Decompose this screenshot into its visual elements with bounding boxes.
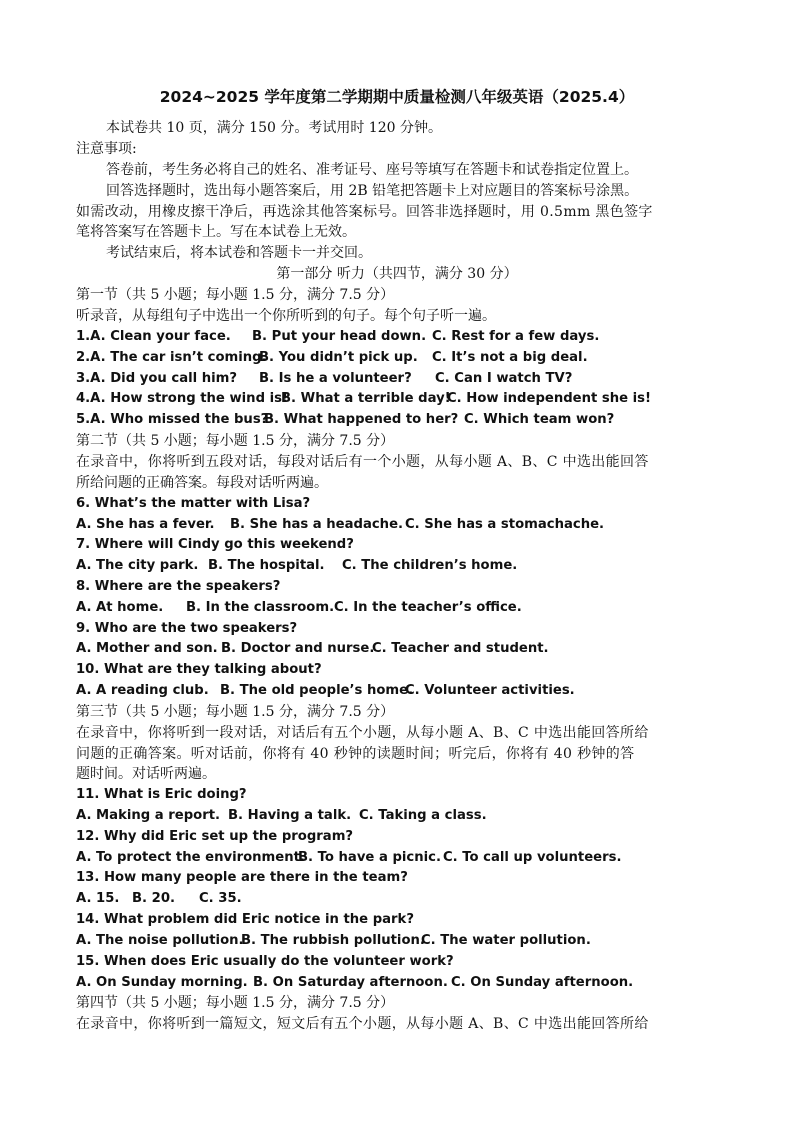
- question-12-option-c: C. To call up volunteers.: [443, 850, 622, 865]
- question-2-option-a: 2.A. The car isn’t coming.: [76, 350, 267, 365]
- question-1-option-c: C. Rest for a few days.: [432, 329, 600, 344]
- notice-title: 注意事项:: [76, 141, 137, 157]
- question-3-option-b: B. Is he a volunteer?: [259, 371, 412, 386]
- question-4-option-b: B. What a terrible day!: [281, 391, 451, 406]
- question-12-option-b: B. To have a picnic.: [298, 850, 441, 865]
- question-3-option-c: C. Can I watch TV?: [435, 371, 573, 386]
- notice-line: 笔将答案写在答题卡上。写在本试卷上无效。: [76, 224, 356, 240]
- question-7-option-c: C. The children’s home.: [342, 558, 518, 573]
- exam-title: 2024~2025 学年度第二学期期中质量检测八年级英语（2025.4）: [159, 88, 635, 106]
- section1-instruction: 听录音，从每组句子中选出一个你所听到的句子。每个句子听一遍。: [76, 308, 496, 324]
- question-7-stem: 7. Where will Cindy go this weekend?: [76, 537, 354, 552]
- question-5-option-b: B. What happened to her?: [264, 412, 459, 427]
- question-2-option-b: B. You didn’t pick up.: [259, 350, 418, 365]
- question-10-stem: 10. What are they talking about?: [76, 662, 322, 677]
- question-15-option-b: B. On Saturday afternoon.: [253, 975, 448, 990]
- question-10-option-a: A. A reading club.: [76, 683, 209, 698]
- question-15-option-c: C. On Sunday afternoon.: [451, 975, 634, 990]
- question-6-option-a: A. She has a fever.: [76, 517, 215, 532]
- question-6-option-c: C. She has a stomachache.: [405, 517, 605, 532]
- question-9-option-c: C. Teacher and student.: [372, 641, 549, 656]
- question-8-option-b: B. In the classroom.: [186, 600, 335, 615]
- question-14-option-a: A. The noise pollution.: [76, 933, 244, 948]
- section3-instruction: 在录音中，你将听到一段对话，对话后有五个小题，从每小题 A、B、C 中选出能回答所给: [76, 725, 649, 741]
- section3-title: 第三节（共 5 小题；每小题 1.5 分，满分 7.5 分）: [76, 704, 395, 720]
- question-15-option-a: A. On Sunday morning.: [76, 975, 248, 990]
- question-11-option-a: A. Making a report.: [76, 808, 221, 823]
- section4-instruction: 在录音中，你将听到一篇短文，短文后有五个小题，从每小题 A、B、C 中选出能回答所给: [76, 1016, 649, 1032]
- section2-instruction: 所给问题的正确答案。每段对话听两遍。: [76, 475, 328, 491]
- question-12-stem: 12. Why did Eric set up the program?: [76, 829, 354, 844]
- question-6-option-b: B. She has a headache.: [230, 517, 404, 532]
- question-4-option-c: C. How independent she is!: [447, 391, 652, 406]
- section2-instruction: 在录音中，你将听到五段对话，每段对话后有一个小题，从每小题 A、B、C 中选出能回答: [76, 454, 649, 470]
- question-13-option-b: B. 20.: [132, 891, 176, 906]
- question-5-option-c: C. Which team won?: [464, 412, 615, 427]
- question-11-stem: 11. What is Eric doing?: [76, 787, 247, 802]
- question-7-option-b: B. The hospital.: [208, 558, 325, 573]
- notice-line: 答卷前，考生务必将自己的姓名、准考证号、座号等填写在答题卡和试卷指定位置上。: [106, 162, 638, 178]
- notice-line: 考试结束后，将本试卷和答题卡一并交回。: [106, 245, 372, 261]
- question-4-option-a: 4.A. How strong the wind is!: [76, 391, 288, 406]
- notice-line: 如需改动，用橡皮擦干净后，再选涂其他答案标号。回答非选择题时，用 0.5mm 黑色签字: [76, 204, 653, 220]
- question-10-option-c: C. Volunteer activities.: [405, 683, 575, 698]
- question-14-stem: 14. What problem did Eric notice in the park?: [76, 912, 414, 927]
- question-15-stem: 15. When does Eric usually do the volunteer work?: [76, 954, 454, 969]
- question-1-option-b: B. Put your head down.: [252, 329, 427, 344]
- section1-title: 第一节（共 5 小题；每小题 1.5 分，满分 7.5 分）: [76, 287, 395, 303]
- question-3-option-a: 3.A. Did you call him?: [76, 371, 238, 386]
- question-9-option-b: B. Doctor and nurse.: [221, 641, 375, 656]
- section4-title: 第四节（共 5 小题；每小题 1.5 分，满分 7.5 分）: [76, 995, 395, 1011]
- part1-title: 第一部分 听力（共四节，满分 30 分）: [276, 266, 518, 282]
- question-5-option-a: 5.A. Who missed the bus?: [76, 412, 269, 427]
- section3-instruction: 题时间。对话听两遍。: [76, 766, 216, 782]
- section2-title: 第二节（共 5 小题；每小题 1.5 分，满分 7.5 分）: [76, 433, 395, 449]
- question-9-stem: 9. Who are the two speakers?: [76, 621, 298, 636]
- question-11-option-b: B. Having a talk.: [228, 808, 352, 823]
- question-8-option-c: C. In the teacher’s office.: [334, 600, 522, 615]
- question-6-stem: 6. What’s the matter with Lisa?: [76, 496, 311, 511]
- question-13-option-c: C. 35.: [199, 891, 242, 906]
- section3-instruction: 问题的正确答案。听对话前，你将有 40 秒钟的读题时间；听完后，你将有 40 秒钟的答: [76, 746, 635, 762]
- question-13-option-a: A. 15.: [76, 891, 120, 906]
- question-8-option-a: A. At home.: [76, 600, 164, 615]
- question-8-stem: 8. Where are the speakers?: [76, 579, 281, 594]
- question-9-option-a: A. Mother and son.: [76, 641, 218, 656]
- notice-line: 回答选择题时，选出每小题答案后，用 2B 铅笔把答题卡上对应题目的答案标号涂黑。: [106, 183, 639, 199]
- question-11-option-c: C. Taking a class.: [359, 808, 487, 823]
- question-7-option-a: A. The city park.: [76, 558, 199, 573]
- question-14-option-c: C. The water pollution.: [421, 933, 591, 948]
- exam-info: 本试卷共 10 页，满分 150 分。考试用时 120 分钟。: [106, 120, 442, 136]
- question-10-option-b: B. The old people’s home.: [220, 683, 414, 698]
- question-1-option-a: 1.A. Clean your face.: [76, 329, 231, 344]
- question-13-stem: 13. How many people are there in the team?: [76, 870, 408, 885]
- question-12-option-a: A. To protect the environment.: [76, 850, 305, 865]
- question-14-option-b: B. The rubbish pollution.: [241, 933, 425, 948]
- question-2-option-c: C. It’s not a big deal.: [432, 350, 588, 365]
